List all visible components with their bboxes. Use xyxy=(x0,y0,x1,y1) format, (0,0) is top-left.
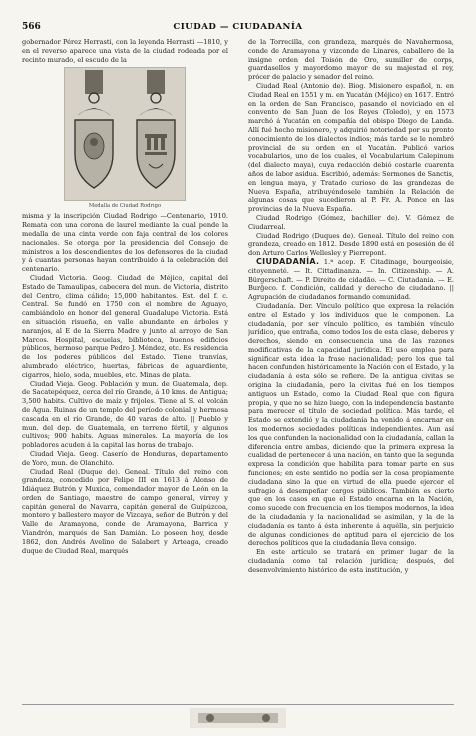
ciudadania-definition: 1.ª acep. F. Citadinage, bourgeoisie, citoyenneté. — It. Cittadinanza. — In. Citizenship. — A. Bürgerschaft. — P. Direito de cidadão. — C. Ciutadania. — E. Burĝeco. f. Condición, calidad y derecho de ciudadano. || Agrupación de ciudadanos formando comunidad. xyxy=(248,257,454,302)
entry-ciudad-rodrigo-duques: Ciudad Rodrigo (Duques de). Geneal. Título del reino con grandeza, creado en 1812. Desde 1890 está en posesión de él don Arturo Carlos Wellesley y Pierrepont. xyxy=(248,231,454,258)
entry-ciudad-real-antonio: Ciudad Real (Antonio de). Biog. Misionero español, n. en Ciudad Real en 1551 y m. en Yucatán (Méjico) en 1617. Entró en la orden de San Francisco, pasando el noviciado en el convento de San Juan de los Reyes (Toledo), y en 1573 marchó á Yucatán en compañía del obispo Diego de Landa. Allí fué hecho misionero, y adquirió notoriedad por su pronto conocimiento de los dialectos indios; más tarde se le nombró provincial de su orden en el Yucatán. Publicó varios vocabularios, uno de los cuales, el Vocabularium Calepinum (del dialecto maya), cuya redacción debió costarle cuarenta años de labor asidua. Escribió, además: Sermones de Sanctis, en lengua maya, y Tratado curioso de las grandezas de Nueva España, atribuyéndosele también la Relación de algunas cosas que sucedieron al P. Fr. A. Ponce en las provincias de la Nueva España. xyxy=(248,81,454,214)
entry-title-ciudadania: CIUDADANÍA. xyxy=(256,256,320,266)
entry-ciudad-victoria: Ciudad Victoria. Geog. Ciudad de Méjico, capital del Estado de Tamaulipas, cabecera del mun. de Victoria, distrito del Centro, clima cálido; 15,000 habitantes. Est. del f. c. Central. Se fundó en 1750 con el nombre de Aguayo, cambiándolo en honor del general Guadalupe Victoria. Está en situación risueña, en valle abundante en árboles y naranjos, al E de la Sierra Madre y junto al arroyo de San Marcos. Hospital, escuelas, biblioteca, buenos edificios públicos, hermoso parque Pedro J. Méndez, etc. Es residencia de los poderes públicos del Estado. Tiene tranvías, alumbrado eléctrico, huertas, fábricas de aguardiente, cigarros, hielo, soda, muebles, etc. Minas de plata. xyxy=(22,273,228,379)
left-paragraph-1: gobernador Pérez Herrasti, con la leyenda Herrasti —1810, y en el reverso aparece una vista de la ciudad rodeada por el recinto murado, el escudo de la xyxy=(22,38,228,64)
left-paragraph-2: misma y la inscripción Ciudad Rodrigo —Centenario, 1910. Remata con una corona de laurel mediante la cual pende la medalla de una cinta verde con faja central de los colores nacionales. Se otorga por la presidencia del Consejo de ministros a los descendientes de los defensores de la ciudad y á cuantas personas hayan contribuido á la celebración del centenario. xyxy=(22,212,228,274)
medal-figure xyxy=(64,67,186,201)
right-paragraph-last: En este artículo se tratará en primer lugar de la ciudadanía como tal relación jurídica; después, del desenvolvimiento histórico de esta institución, y xyxy=(248,548,454,574)
entry-ciudadania-derecho: Ciudadanía. Der. Vínculo político que expresa la relación entre el Estado y los individuos que le componen. La ciudadanía, por ser vínculo político, es también vínculo jurídico, que entraña, como todos los de esta clase, deberes y derechos, siendo en consecuencia una de las razones modificativas de la capacidad jurídica. El uso emplea para significar esta idea la frase nacionalidad; pero los que tal hacen confunden históricamente la Nación con el Estado, y la ciudadanía á esta sólo se refiere. De la antigua civitas se origina la ciudadanía, pero la civitas fué en los tiempos antiguos un Estado, como la Ciudad Real que con figura propia, y que no se hizo luego, con la independencia bastante para merecer el título de sociedad política. Más tarde, el Estado se extendió y la ciudadanía ha venido á encarnar en los modernos sociedades políticas independientes. Aun así los que confunden la nacionalidad con la ciudadanía, callan la diferencia entre ambas, diciendo que la primera expresa la cualidad de pertenecer á una nación, en tanto que la segunda expresa la condición que habilita para tomar parte en sus funciones; en este sentido no podía ser la cosa propiamente ciudadana sino la que en virtud de ella puede ejercer el sufragio á desempeñar cargos públicos. También es cierto que en los casos en que el Estado encarna en la Nación, como sucede con frecuencia en los tiempos modernos, la idea de la ciudadanía y la nacionalidad se asimilan, y la de la ciudadanía es tanto á ésta inherente á aquélla, sin perjuicio de algunas condiciones de aptitud para el ejercicio de los derechos políticos que la ciudadanía lleva consigo. xyxy=(248,301,454,548)
entry-ciudad-vieja-guatemala: Ciudad Vieja. Geog. Población y mun. de Guatemala, dep. de Sacatepéquez, cerca del río Grande, á 10 kms. de Antigua; 3,500 habits. Cultivo de maíz y frijoles. Tiene al S. el volcán de Agua. Ruinas de un templo del período colonial y hermosa cascada en el río Grande, de 40 varas de alto. || Pueblo y mun. del dep. de Guatemala, en terreno fértil, y algunos cultivos; 900 habits. Aguas minerales. La mayoría de los pobladores acuden á la capital las horas de trabajo. xyxy=(22,379,228,450)
running-head: CIUDAD — CIUDADANÍA xyxy=(173,22,303,32)
entry-ciudad-rodrigo-gomez: Ciudad Rodrigo (Gómez, bachiller de). V. Gómez de Ciudarreal. xyxy=(248,213,454,231)
page-number: 566 xyxy=(22,22,41,32)
publisher-mark-icon xyxy=(190,708,286,728)
medal-illustration xyxy=(65,68,185,200)
left-column xyxy=(22,38,228,698)
entry-ciudad-vieja-honduras: Ciudad Vieja. Geog. Caserío de Honduras, departamento de Yoro, mun. de Olanchito. xyxy=(22,449,228,467)
footer-rule xyxy=(22,704,454,705)
figure-caption: Medalla de Ciudad Rodrigo xyxy=(88,203,162,210)
entry-ciudad-real-duque: Ciudad Real (Duque de). Geneal. Título del reino con grandeza, concedido por Felipe III en 1613 á Alonso de Idiáquez Butrón y Muxica, comendador mayor de León en la orden de Santiago, maestre de campo general, virrey y capitán general de Navarra, capitán general de Guipúzcoa, montero y ballestero mayor de Vizcaya, señor de Butrón y del Valle de Aramayona, conde de Aramayona, Barrica y Viandrón, marqués de San Damián. Lo poseen hoy, desde 1862, don Andrés Avelino de Salabert y Arteaga, creado duque de Ciudad Real, marqués xyxy=(22,467,228,555)
right-column xyxy=(248,38,454,698)
right-paragraph-1: de la Torrecilla, con grandeza, marqués de Navahermosa, conde de Aramayona y vizconde de Linares, caballero de la insigne orden del Toisón de Oro, sumiller de corps, guardasellos y mayordomo mayor de su majestad el rey, prócer de palacio y senador del reino. xyxy=(248,38,454,82)
page-header xyxy=(22,22,454,36)
entry-ciudadania xyxy=(248,258,454,302)
